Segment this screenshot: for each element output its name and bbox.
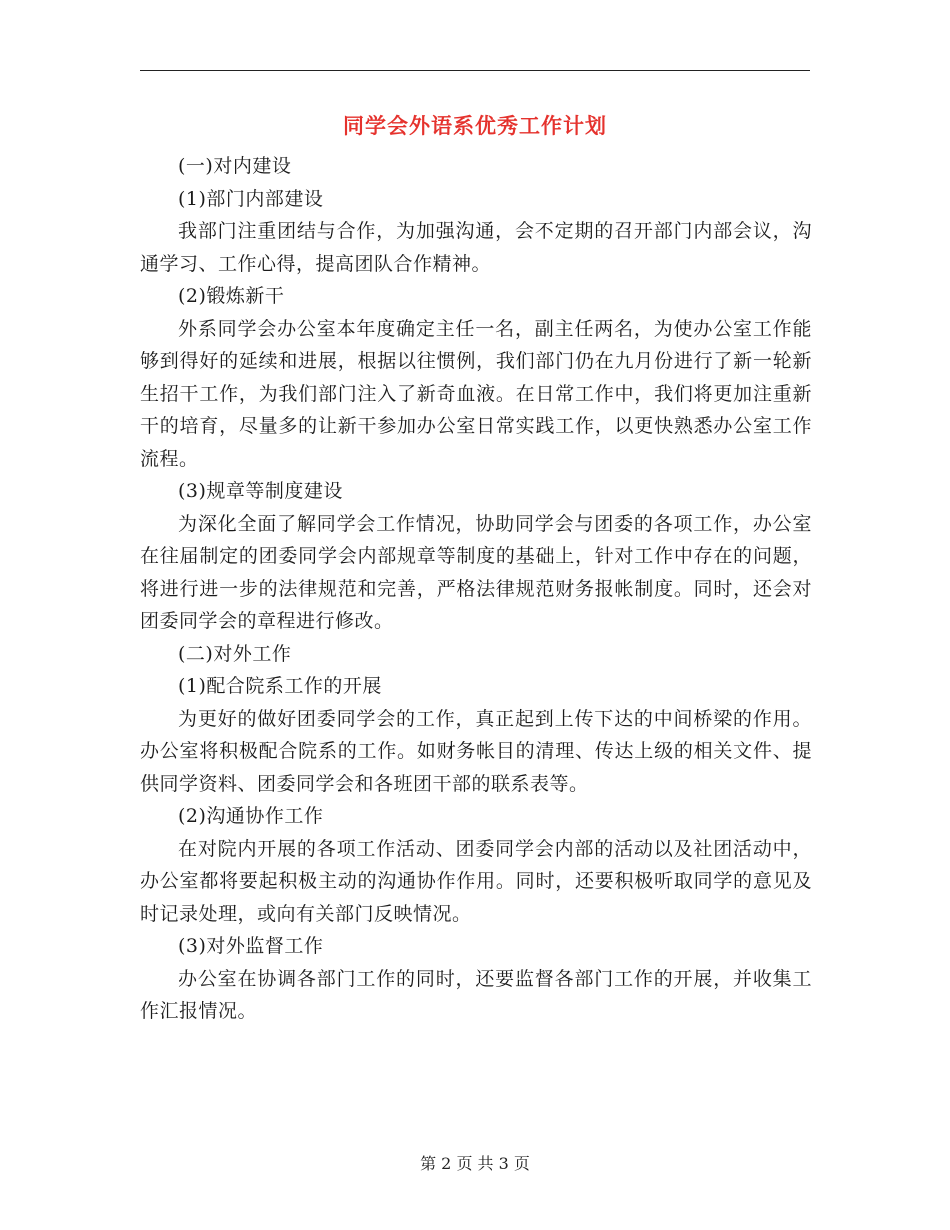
subheading-department-building: (1)部门内部建设 <box>178 187 324 210</box>
paragraph: 我部门注重团结与合作，为加强沟通，会不定期的召开部门内部会议，沟通学习、工作心得，提高团队合作精神。 <box>140 220 812 275</box>
header-rule <box>140 70 810 71</box>
subheading-regulations: (3)规章等制度建设 <box>178 480 343 502</box>
document-title: 同学会外语系优秀工作计划 <box>343 113 607 138</box>
subheading-supervision: (3)对外监督工作 <box>178 935 324 957</box>
paragraph: 外系同学会办公室本年度确定主任一名，副主任两名，为使办公室工作能够到得好的延续和进展，根据以往惯例，我们部门仍在九月份进行了新一轮新生招干工作，为我们部门注入了新奇血液。在日常工作中，我们将更加注重新干的培育，尽量多的让新干参加办公室日常实践工作，以更快熟悉办公室工作流程。 <box>140 317 812 470</box>
subheading-cooperate-departments: (1)配合院系工作的开展 <box>178 675 382 697</box>
section-heading-external: (二)对外工作 <box>178 642 292 665</box>
section-heading-internal: (一)对内建设 <box>178 155 292 177</box>
subheading-training-new-staff: (2)锻炼新干 <box>178 285 285 307</box>
subheading-communication: (2)沟通协作工作 <box>178 805 324 827</box>
paragraph: 办公室在协调各部门工作的同时，还要监督各部门工作的开展，并收集工作汇报情况。 <box>140 967 812 1022</box>
paragraph: 为更好的做好团委同学会的工作，真正起到上传下达的中间桥梁的作用。办公室将积极配合院系的工作。如财务帐目的清理、传达上级的相关文件、提供同学资料、团委同学会和各班团干部的联系表等。 <box>140 707 812 795</box>
page-number: 第 2 页 共 3 页 <box>420 1154 530 1173</box>
document-body <box>140 150 812 1028</box>
paragraph: 在对院内开展的各项工作活动、团委同学会内部的活动以及社团活动中，办公室都将要起积极主动的沟通协作作用。同时，还要积极听取同学的意见及时记录处理，或向有关部门反映情况。 <box>140 837 812 925</box>
paragraph: 为深化全面了解同学会工作情况，协助同学会与团委的各项工作，办公室在往届制定的团委同学会内部规章等制度的基础上，针对工作中存在的问题，将进行进一步的法律规范和完善，严格法律规范财务报帐制度。同时，还会对团委同学会的章程进行修改。 <box>140 512 812 632</box>
